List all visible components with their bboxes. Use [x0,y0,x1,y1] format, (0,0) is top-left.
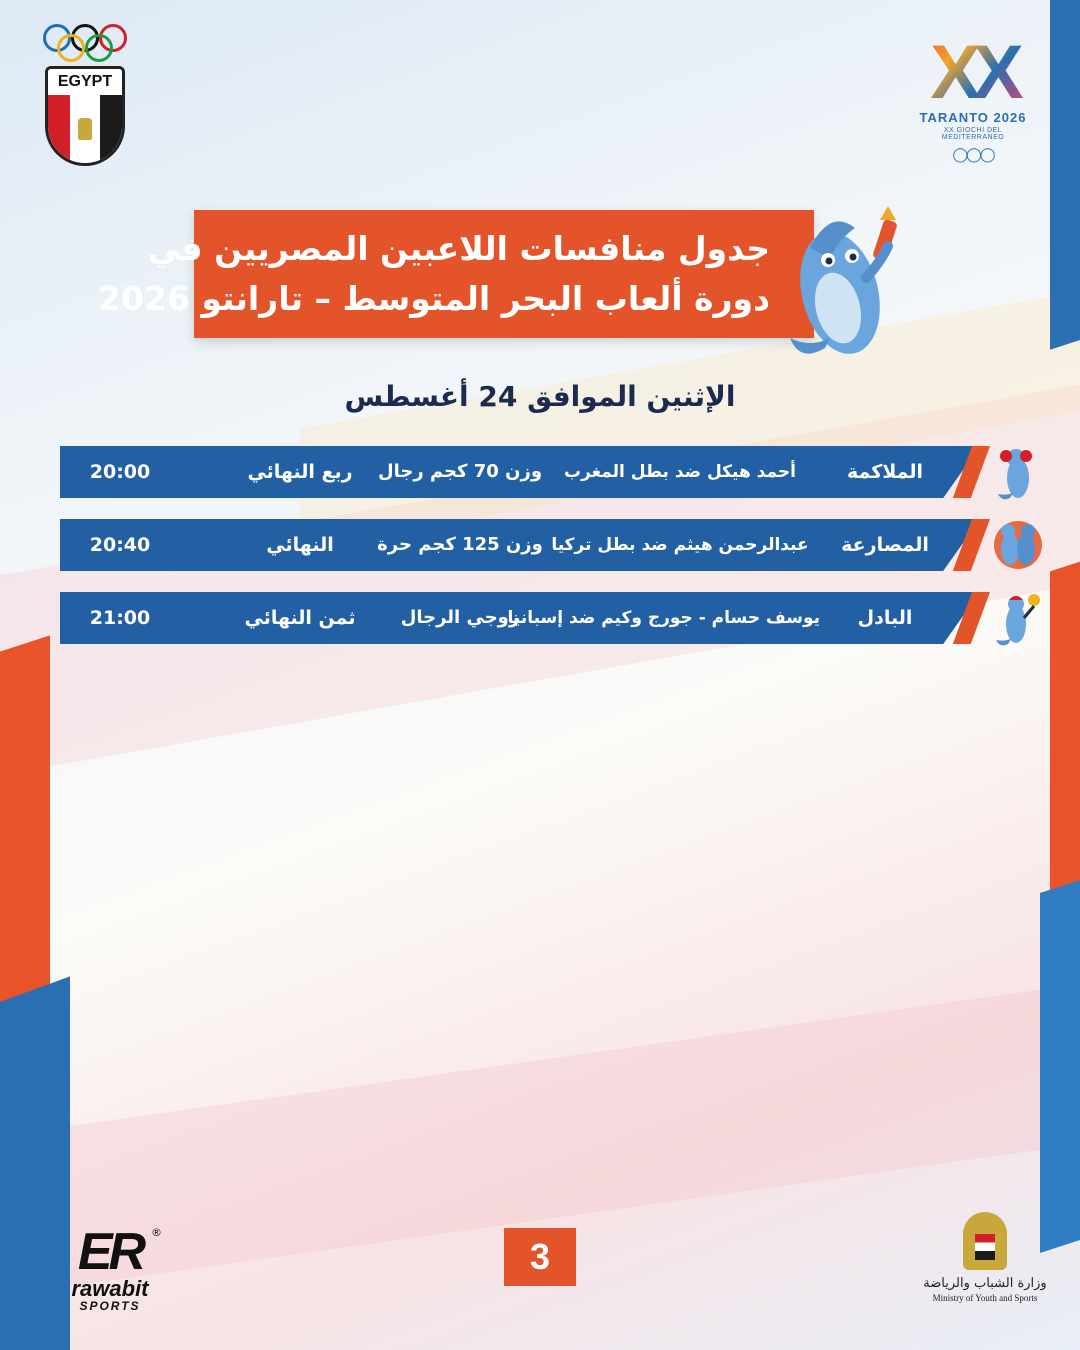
rawabit-sports-logo [40,1223,180,1316]
taranto-2026-logo [918,30,1028,166]
match-players: يوسف حسام - جورج وكيم ضد إسبانيا [507,608,820,628]
match-time: 20:00 [89,461,151,483]
taranto-name: TARANTO 2026 [919,110,1027,125]
egypt-olympic-logo [40,24,130,174]
olympic-rings-icon [43,24,127,60]
schedule-row [60,446,1060,498]
title-line-1: جدول منافسات اللاعبين المصريين في [147,229,770,268]
wrestling-mascot-icon [990,515,1046,575]
title-banner [97,210,814,338]
mini-rings-icon: ◯◯◯ [952,147,994,163]
egypt-label: EGYPT [48,69,122,95]
schedule-list [60,446,1060,665]
match-round: النهائي [266,534,334,556]
boxing-mascot-icon [990,442,1046,502]
match-players: عبدالرحمن هيثم ضد بطل تركيا [551,535,809,555]
background-blue-stripe-right-top [1050,0,1080,350]
dolphin-mascot-icon [770,198,930,368]
rawabit-name: rawabit [71,1276,149,1301]
date-heading: الإثنين الموافق 24 أغسطس [344,380,736,413]
match-round: ثمن النهائي [244,607,356,629]
schedule-row [60,519,1060,571]
padel-mascot-icon [990,588,1046,648]
eagle-icon [78,118,92,140]
sport-name: البادل [857,607,913,629]
match-category: زوجي الرجال [400,607,520,628]
title-line-2: دورة ألعاب البحر المتوسط – تارانتو 2026 [97,279,770,318]
rawabit-mark: ER [77,1223,143,1281]
match-category: وزن 125 كجم حرة [377,534,543,555]
egypt-shield [45,66,125,166]
sport-name: المصارعة [841,534,929,556]
match-players: أحمد هيكل ضد بطل المغرب [564,462,796,482]
schedule-row [60,592,1060,644]
match-time: 21:00 [89,607,151,629]
eagle-emblem-icon [963,1212,1007,1270]
page-number: 3 [504,1228,576,1286]
match-round: ربع النهائي [247,461,353,483]
egypt-flag-icon [48,95,122,163]
match-time: 20:40 [89,534,151,556]
ministry-english-name: Ministry of Youth and Sports [932,1293,1038,1303]
rawabit-sports: SPORTS [79,1299,141,1313]
ministry-logo [920,1212,1050,1322]
background-red-stripe-left [0,635,50,1084]
match-category: وزن 70 كجم رجال [377,461,543,482]
ministry-arabic-name: وزارة الشباب والرياضة [923,1276,1047,1291]
taranto-mark: XX [918,36,1028,110]
taranto-subtitle: XX GIOCHI DEL MEDITERRANEO [941,127,1005,141]
registered-mark: ® [151,1226,162,1239]
background-blue-stripe-right [1040,867,1080,1253]
sport-name: الملاكمة [846,461,924,483]
